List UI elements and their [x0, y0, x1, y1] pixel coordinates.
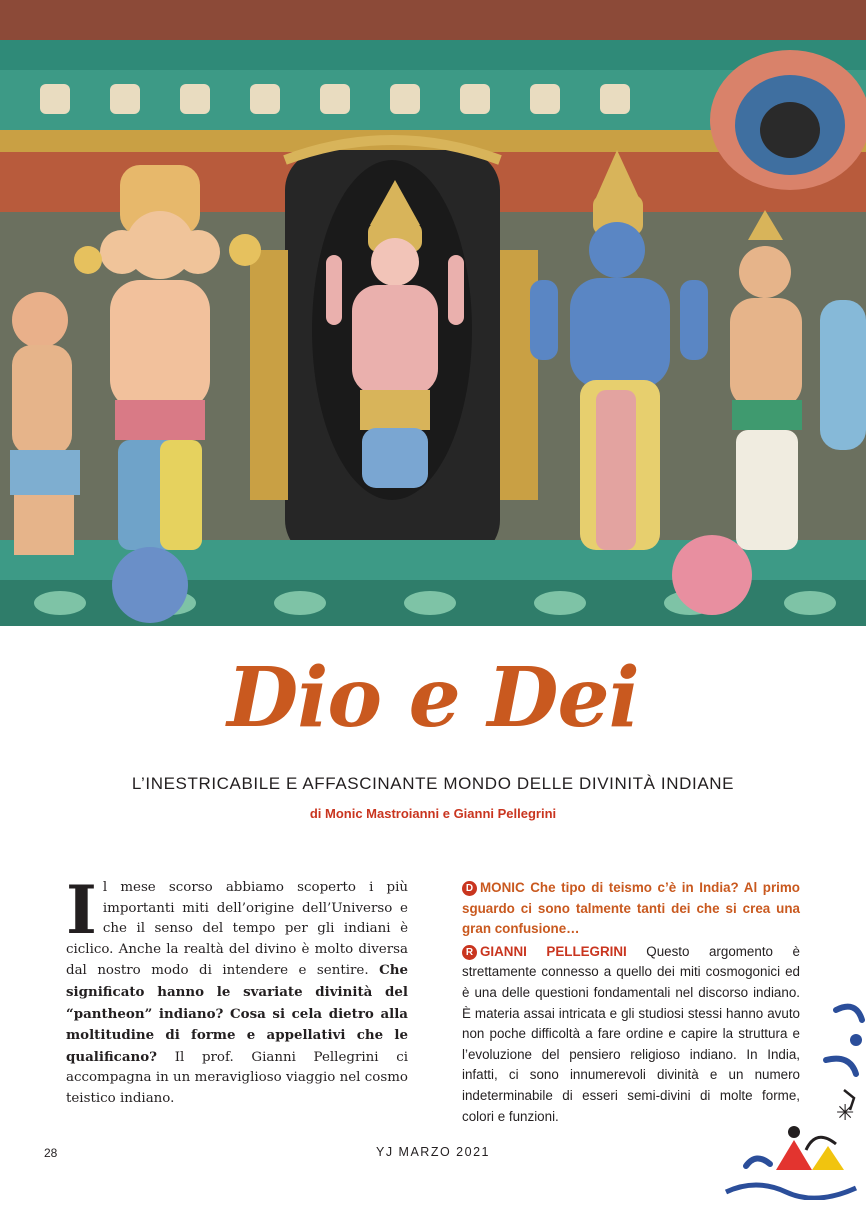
article-subtitle: L’INESTRICABILE E AFFASCINANTE MONDO DELLE DIVINITÀ INDIANE	[131, 774, 735, 793]
question-text: Che tipo di teismo c’è in India? Al primo sguardo ci sono talmente tanti dei che si crea una gran confusione…	[462, 880, 800, 937]
article-byline: di Monic Mastroianni e Gianni Pellegrini	[309, 806, 557, 821]
page-number: 28	[44, 1146, 58, 1160]
intro-column	[66, 871, 408, 1110]
article-title: Dio e Dei	[227, 650, 639, 746]
answer-text: Questo argomento è strettamente connesso a quello dei miti cosmogonici ed è una delle questioni fondamentali nel discorso indiano. È materia assai intricata e gli studiosi stessi hanno avuto non poche difficoltà a fare ordine e capire la struttura e l’evoluzione del pensiero religioso indiano. In India, infatti, ci sono innumerevoli divinità e un numero indeterminabile di esseri semi-divini di molte forme, colori e funzioni.	[462, 943, 800, 1124]
drop-cap: I	[66, 871, 97, 949]
interview-question	[462, 878, 800, 940]
svg-text:✳: ✳	[836, 1101, 855, 1126]
magazine-issue: YJ MARZO 2021	[376, 1145, 490, 1159]
answer-badge-icon: R	[462, 945, 477, 960]
intro-bold-question: Che significato hanno le svariate divinità del “pantheon” indiano? Cosa si cela dietro alla moltitudine di forme e appellativi che le qualificano?	[66, 962, 408, 1065]
question-speaker: MONIC	[480, 880, 525, 895]
folk-art-figures-icon	[716, 970, 866, 1200]
intro-text: l mese scorso abbiamo scoperto i più importanti miti dell’origine dell’Universo e che il senso del tempo per gli indiani è ciclico. Anche la realtà del divino è molto diversa dal nostro modo di intendere e sentire.	[66, 880, 408, 979]
question-badge-icon: D	[462, 881, 477, 896]
answer-speaker: GIANNI PELLEGRINI	[480, 943, 627, 959]
intro-closing-text: Il prof. Gianni Pellegrini ci accompagna in un meraviglioso viaggio nel cosmo teistico indiano.	[66, 1049, 408, 1106]
